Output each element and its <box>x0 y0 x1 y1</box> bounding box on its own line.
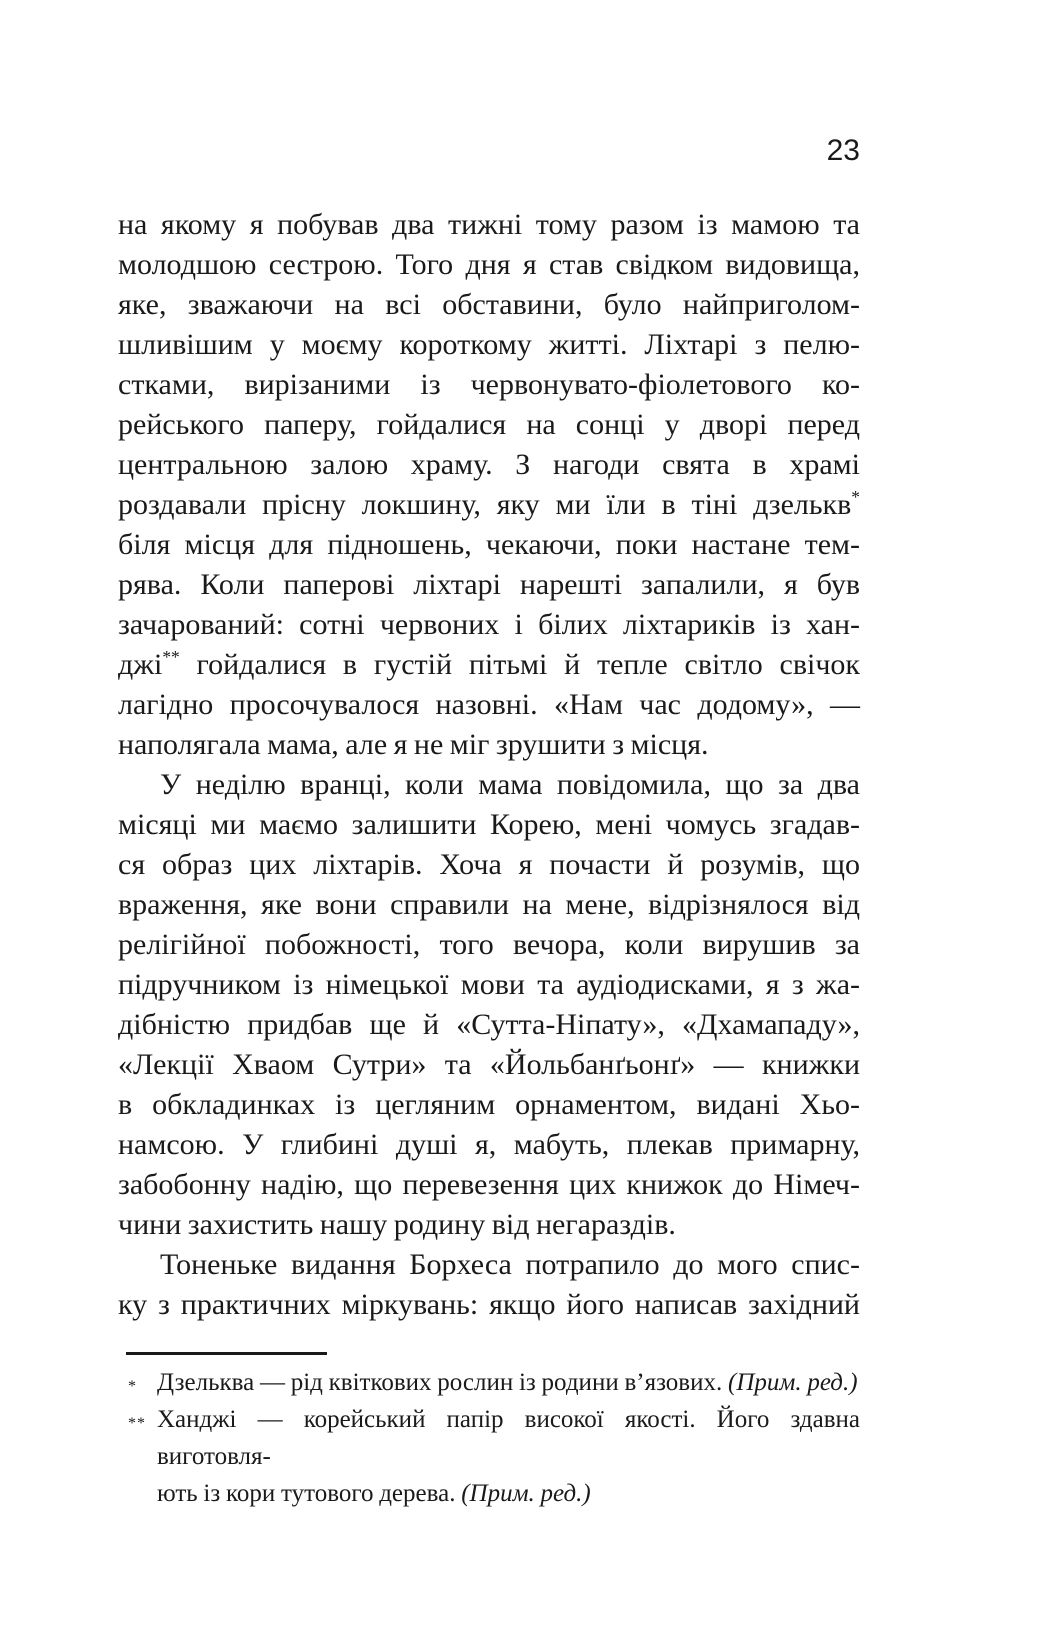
text-line <box>118 1165 860 1205</box>
footnote-marker: * <box>128 1378 137 1395</box>
text-segment: дібністю придбав ще й «Сутта-Ніпату», «Дхамападу», <box>118 1008 860 1041</box>
text-line <box>118 1085 860 1125</box>
text-line <box>118 1005 860 1045</box>
text-segment: рейського паперу, гойдалися на сонці у дворі перед <box>118 408 860 441</box>
text-line <box>118 205 860 245</box>
text-segment: ють із кори тутового дерева. <box>157 1480 462 1507</box>
text-segment: молодшою сестрою. Того дня я став свідком видовища, <box>118 248 860 281</box>
body-text <box>118 205 860 1325</box>
text-segment: рява. Коли паперові ліхтарі нарешті запалили, я був <box>118 568 860 601</box>
paragraph <box>118 1245 860 1325</box>
text-segment: У неділю вранці, коли мама повідомила, що за два <box>160 768 860 801</box>
text-line <box>118 365 860 405</box>
text-segment: місяці ми маємо залишити Корею, мені чомусь згадав- <box>118 808 860 841</box>
text-segment: на якому я побував два тижні тому разом із мамою та <box>118 208 860 241</box>
text-segment: (Прим. ред.) <box>461 1480 591 1507</box>
text-line <box>118 885 860 925</box>
text-segment: зачарований: сотні червоних і білих ліхтариків із хан- <box>118 608 860 641</box>
paragraph <box>118 205 860 765</box>
text-segment: гойдалися в густій пітьмі й тепле світло свічок <box>179 648 860 681</box>
text-line <box>118 1205 860 1245</box>
text-line <box>157 1475 860 1512</box>
text-line <box>157 1364 860 1401</box>
text-line <box>118 845 860 885</box>
text-line <box>118 1045 860 1085</box>
text-segment: центральною залою храму. З нагоди свята в храмі <box>118 448 860 481</box>
text-segment: наполягала мама, але я не міг зрушити з місця. <box>118 728 709 761</box>
text-segment: забобонну надію, що перевезення цих книжок до Німеч- <box>118 1168 860 1201</box>
text-line <box>118 485 860 525</box>
footnote <box>118 1401 860 1512</box>
text-line <box>118 685 860 725</box>
text-line <box>118 285 860 325</box>
text-line <box>118 725 860 765</box>
text-line <box>118 325 860 365</box>
text-line <box>118 1125 860 1165</box>
text-segment: «Лекції Хваом Сутри» та «Йольбанґьонґ» — книжки <box>118 1048 860 1081</box>
text-line <box>118 565 860 605</box>
text-segment: джі <box>118 648 163 681</box>
text-segment: чини захистить нашу родину від негараздів. <box>118 1208 676 1241</box>
text-line <box>118 445 860 485</box>
text-segment: (Прим. ред.) <box>728 1369 858 1396</box>
text-line <box>118 805 860 845</box>
text-line <box>118 605 860 645</box>
footnotes <box>118 1364 860 1512</box>
text-segment: ся образ цих ліхтарів. Хоча я почасти й розумів, що <box>118 848 860 881</box>
text-line <box>118 645 860 685</box>
text-segment: релігійної побожності, того вечора, коли вирушив за <box>118 928 860 961</box>
text-segment: Дзельква — рід квіткових рослин із родини в’язових. <box>157 1369 728 1396</box>
footnote-divider <box>126 1352 327 1355</box>
text-segment: Ханджі — корейський папір високої якості. Його здавна виготовля- <box>157 1406 860 1470</box>
text-segment: яке, зважаючи на всі обставини, було найприголом- <box>118 288 860 321</box>
text-segment: Тоненьке видання Борхеса потрапило до мого спис- <box>160 1248 860 1281</box>
text-line <box>118 525 860 565</box>
text-segment: ку з практичних міркувань: якщо його написав західний <box>118 1288 860 1321</box>
footnote-reference-marker: ** <box>162 647 180 667</box>
text-segment: біля місця для підношень, чекаючи, поки настане тем- <box>118 528 860 561</box>
text-line <box>118 245 860 285</box>
text-line <box>118 1245 860 1285</box>
text-line <box>118 925 860 965</box>
text-line <box>118 965 860 1005</box>
text-segment: стками, вирізаними із червонувато-фіолетового ко- <box>118 368 860 401</box>
footnote-marker: ** <box>128 1415 146 1432</box>
text-segment: підручником із німецької мови та аудіодисками, я з жа- <box>118 968 860 1001</box>
footnote <box>118 1364 860 1401</box>
text-line <box>118 1285 860 1325</box>
text-segment: намсою. У глибині душі я, мабуть, плекав примарну, <box>118 1128 860 1161</box>
text-line <box>157 1401 860 1475</box>
paragraph <box>118 765 860 1245</box>
text-line <box>118 765 860 805</box>
text-segment: лагідно просочувалося назовні. «Нам час додому», — <box>118 688 860 721</box>
page-number: 23 <box>826 134 860 167</box>
text-segment: шливішим у моєму короткому житті. Ліхтарі з пелю- <box>118 328 860 361</box>
text-segment: враження, яке вони справили на мене, відрізнялося від <box>118 888 860 921</box>
text-segment: роздавали прісну локшину, яку ми їли в тіні дзелькв <box>118 488 852 521</box>
text-segment: в обкладинках із цегляним орнаментом, видані Хьо- <box>118 1088 860 1121</box>
text-line <box>118 405 860 445</box>
footnote-reference-marker: * <box>851 487 860 507</box>
